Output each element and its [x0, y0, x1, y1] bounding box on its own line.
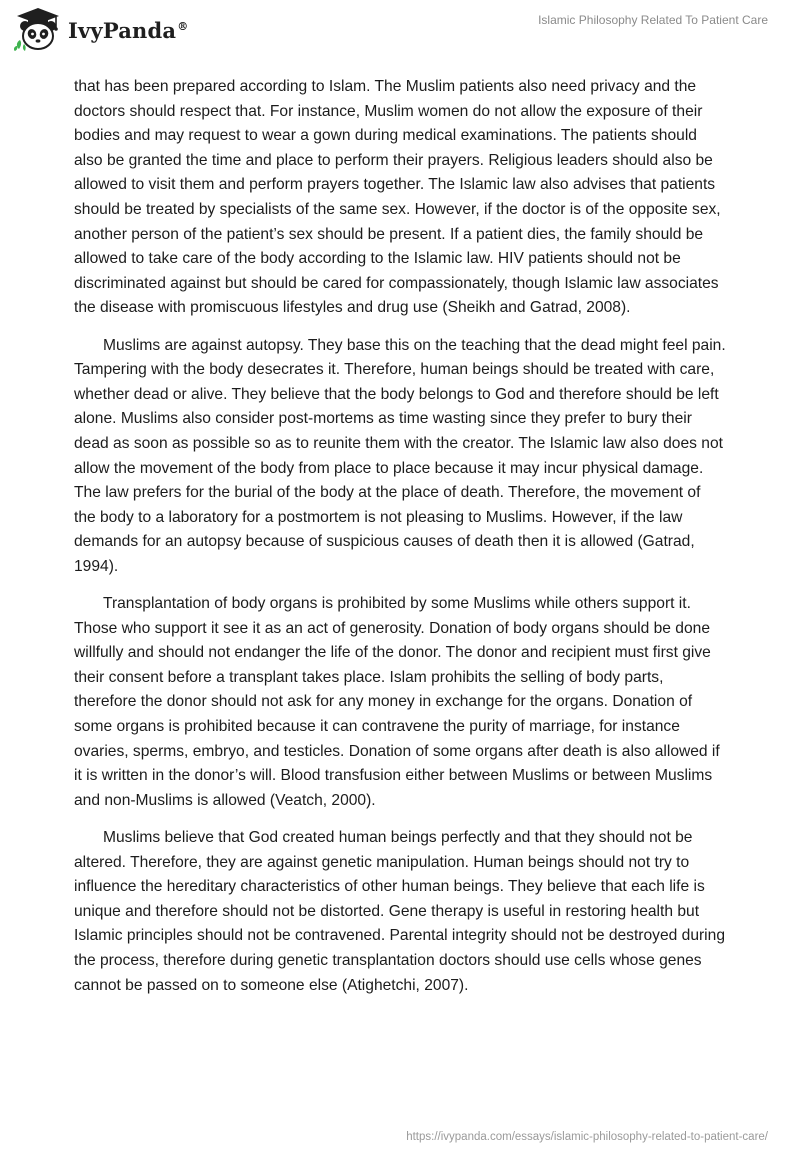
brand-name: IvyPanda® — [68, 17, 189, 43]
essay-body — [74, 75, 726, 1011]
paragraph-1: that has been prepared according to Islam. The Muslim patients also need privacy and the doctors should respect that. For instance, Muslim women do not allow the exposure of their bodies and may request to wear a gown during medical examinations. The patients should also be granted the time and place to perform their prayers. Religious leaders should also be allowed to visit them and perform prayers together. The Islamic law also advises that patients should be treated by specialists of the same sex. However, if the doctor is of the opposite sex, another person of the patient’s sex should be present. If a patient dies, the family should be allowed to take care of the body according to the Islamic law. HIV patients should not be discriminated against but should be cared for compassionately, though Islamic law associates the disease with promiscuous lifestyles and drug use (Sheikh and Gatrad, 2008). — [74, 78, 721, 317]
panda-graduate-icon — [14, 6, 62, 52]
document-title: Islamic Philosophy Related To Patient Care — [538, 13, 768, 27]
ivypanda-logo[interactable] — [14, 6, 188, 52]
source-url[interactable]: https://ivypanda.com/essays/islamic-philosophy-related-to-patient-care/ — [406, 1131, 768, 1143]
page-header — [0, 0, 800, 72]
paragraph-4: Muslims believe that God created human beings perfectly and that they should not be altered. Therefore, they are against genetic manipulation. Human beings should not try to influence the hereditary characteristics of other human beings. They believe that each life is unique and therefore should not be distorted. Gene therapy is useful in restoring health but Islamic principles should not be contravened. Parental integrity should not be destroyed during the process, therefore during genetic transplantation doctors should use cells whose genes cannot be passed on to someone else (Atighetchi, 2007). — [74, 829, 725, 994]
paragraph-3: Transplantation of body organs is prohibited by some Muslims while others support it. Those who support it see it as an act of generosity. Donation of body organs should be done willfully and should not endanger the life of the donor. The donor and recipient must first give their consent before a transplant takes place. Islam prohibits the selling of body parts, therefore the donor should not ask for any money in exchange for the organs. Donation of some organs is prohibited because it can contravene the purity of marriage, for instance ovaries, sperms, embryo, and testicles. Donation of some organs after death is also allowed if it is written in the donor’s will. Blood transfusion either between Muslims or between Muslims and non-Muslims is allowed (Veatch, 2000). — [74, 595, 720, 809]
paragraph-2: Muslims are against autopsy. They base this on the teaching that the dead might feel pain. Tampering with the body desecrates it. Therefore, human beings should be treated with care, whether dead or alive. They believe that the body belongs to God and therefore should be left alone. Muslims also consider post-mortems as time wasting since they prefer to bury their dead as soon as possible so as to reunite them with the creator. The Islamic law also does not allow the movement of the body from place to place because it may incur physical damage. The law prefers for the burial of the body at the place of death. Therefore, the movement of the body to a laboratory for a postmortem is not pleasing to Muslims. However, if the law demands for an autopsy because of suspicious causes of death then it is allowed (Gatrad, 1994). — [74, 336, 726, 575]
registered-mark: ® — [177, 19, 189, 33]
